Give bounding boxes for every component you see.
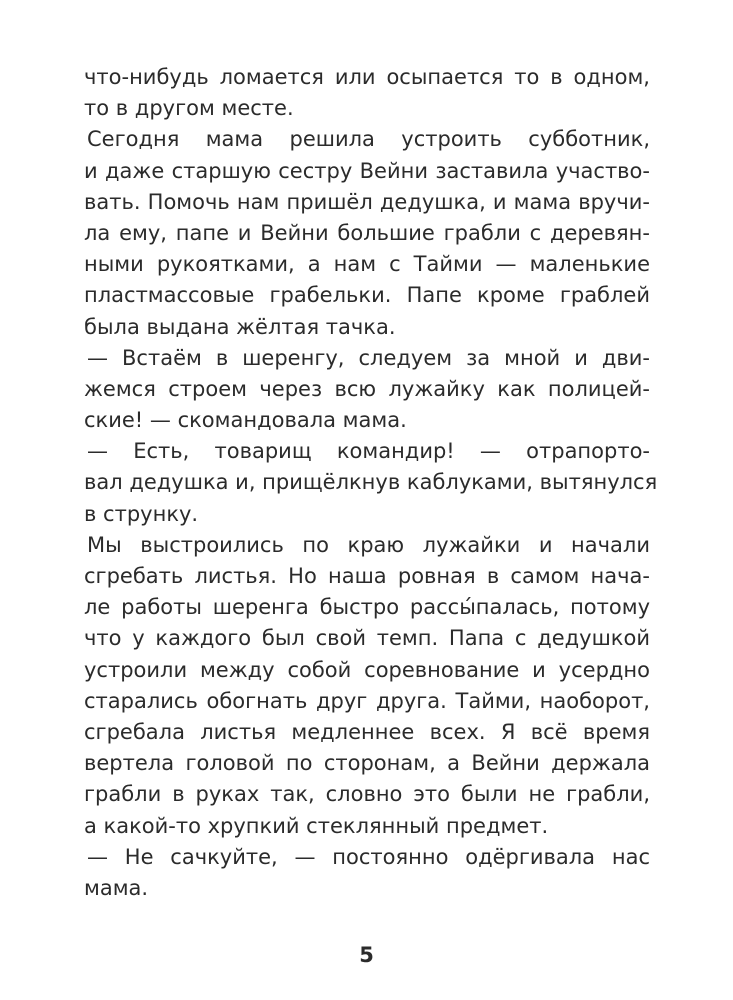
text-line: устроили между собой соревнование и усердно <box>84 657 650 682</box>
text-line: была выдана жёлтая тачка. <box>84 314 396 339</box>
text-line: ле работы шеренга быстро рассы́палась, потому <box>84 595 650 620</box>
text-line: — Не сачкуйте, — постоянно одёргивала нас <box>87 844 650 869</box>
text-line: ла ему, папе и Вейни большие грабли с деревян- <box>84 220 650 245</box>
text-line: Мы выстроились по краю лужайки и начали <box>87 532 650 557</box>
body-text <box>84 62 658 904</box>
text-line: что-нибудь ломается или осыпается то в одном, <box>84 65 650 89</box>
text-line: — Встаём в шеренгу, следуем за мной и дви- <box>87 345 650 370</box>
text-line: ными рукоятками, а нам с Тайми — маленькие <box>84 252 650 277</box>
text-line: сгребать листья. Но наша ровная в самом нача- <box>84 564 650 588</box>
text-line: сгребала листья медленнее всех. Я всё время <box>84 719 650 744</box>
text-line: мама. <box>84 875 149 900</box>
text-line: в струнку. <box>84 501 199 526</box>
page-number: 5 <box>359 943 374 967</box>
text-line: пластмассовые грабельки. Папе кроме граблей <box>84 283 650 308</box>
text-line: старались обогнать друг друга. Тайми, наоборот, <box>84 688 650 713</box>
text-line: вать. Помочь нам пришёл дедушка, и мама вручи- <box>84 189 650 214</box>
text-line: — Есть, товарищ командир! — отрапорто- <box>87 439 650 464</box>
text-line: а какой-то хрупкий стеклянный предмет. <box>84 813 549 838</box>
text-line: ские! — скомандовала мама. <box>84 408 407 433</box>
text-line: грабли в руках так, словно это были не грабли, <box>84 782 650 807</box>
text-line: то в другом месте. <box>84 96 294 121</box>
text-line: вертела головой по сторонам, а Вейни держала <box>84 751 650 776</box>
text-line: что у каждого был свой темп. Папа с дедушкой <box>84 626 650 651</box>
text-line: жемся строем через всю лужайку как полицей- <box>84 376 650 401</box>
text-line: Сегодня мама решила устроить субботник, <box>87 127 650 152</box>
text-line: вал дедушка и, прищёлкнув каблуками, вытянулся <box>84 470 658 495</box>
text-line: и даже старшую сестру Вейни заставила участво- <box>84 158 650 183</box>
